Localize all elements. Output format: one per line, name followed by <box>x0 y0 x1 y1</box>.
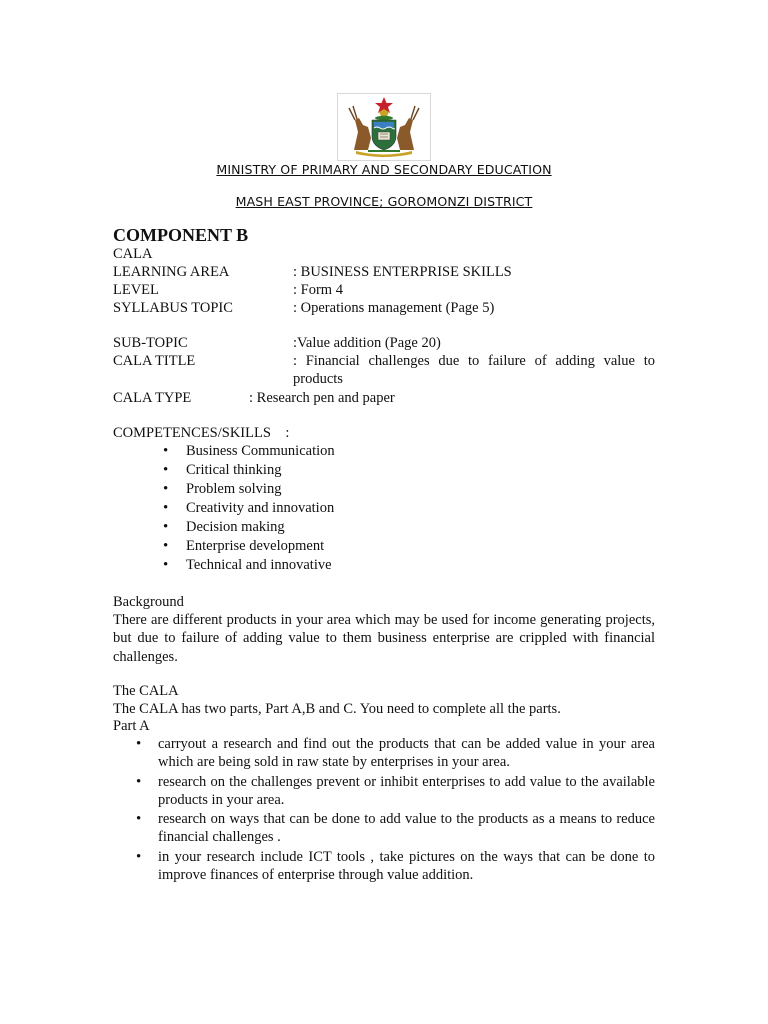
field-sub-topic <box>113 334 673 352</box>
part-a-heading: Part A <box>113 718 150 734</box>
field-value: : Operations management (Page 5) <box>293 300 495 316</box>
list-item: • in your research include ICT tools , take pictures on the ways that can be done to improve finances of enterprise through value addition. <box>113 848 655 885</box>
field-value: :Value addition (Page 20) <box>293 335 441 351</box>
field-value: : BUSINESS ENTERPRISE SKILLS <box>293 264 512 280</box>
field-label: SYLLABUS TOPIC <box>113 300 233 316</box>
background-text: There are different products in your area which may be used for income generating projects, but due to failure of adding value to them business enterprise are crippled with financial challenges. <box>113 612 655 665</box>
field-learning-area <box>113 263 673 281</box>
field-label: CALA TYPE <box>113 390 192 406</box>
coat-of-arms-icon <box>337 93 431 161</box>
cala-label: CALA <box>113 246 153 262</box>
part-a-list <box>113 735 655 885</box>
ministry-heading: MINISTRY OF PRIMARY AND SECONDARY EDUCATION <box>216 162 552 177</box>
list-item: • research on ways that can be done to add value to the products as a means to reduce financial challenges . <box>113 810 655 847</box>
list-item: • Critical thinking <box>113 461 335 480</box>
list-item: • Enterprise development <box>113 537 335 556</box>
field-syllabus-topic <box>113 299 673 317</box>
field-cala-type <box>113 389 673 407</box>
list-item: • Decision making <box>113 518 335 537</box>
field-label: LEVEL <box>113 282 159 298</box>
component-title: COMPONENT B <box>113 225 249 245</box>
field-label: CALA TITLE <box>113 353 196 369</box>
the-cala-text: The CALA has two parts, Part A,B and C. You need to complete all the parts. <box>113 701 561 717</box>
field-label: LEARNING AREA <box>113 264 230 280</box>
background-heading: Background <box>113 594 184 610</box>
competences-label: COMPETENCES/SKILLS : <box>113 425 290 441</box>
field-value: : Form 4 <box>293 282 343 298</box>
list-item: • research on the challenges prevent or inhibit enterprises to add value to the available products in your area. <box>113 773 655 810</box>
field-value: : Research pen and paper <box>249 390 395 406</box>
list-item: • Business Communication <box>113 442 335 461</box>
list-item: • Technical and innovative <box>113 556 335 575</box>
province-heading: MASH EAST PROVINCE; GOROMONZI DISTRICT <box>235 194 533 209</box>
list-item: • carryout a research and find out the products that can be added value in your area which are being sold in raw state by enterprises in your area. <box>113 735 655 772</box>
field-level <box>113 281 673 299</box>
field-label: SUB-TOPIC <box>113 335 188 351</box>
field-value: : Financial challenges due to failure of adding value to products <box>293 353 655 388</box>
field-cala-title <box>113 352 673 388</box>
list-item: • Creativity and innovation <box>113 499 335 518</box>
the-cala-heading: The CALA <box>113 683 179 699</box>
competences-list <box>113 442 335 575</box>
list-item: • Problem solving <box>113 480 335 499</box>
